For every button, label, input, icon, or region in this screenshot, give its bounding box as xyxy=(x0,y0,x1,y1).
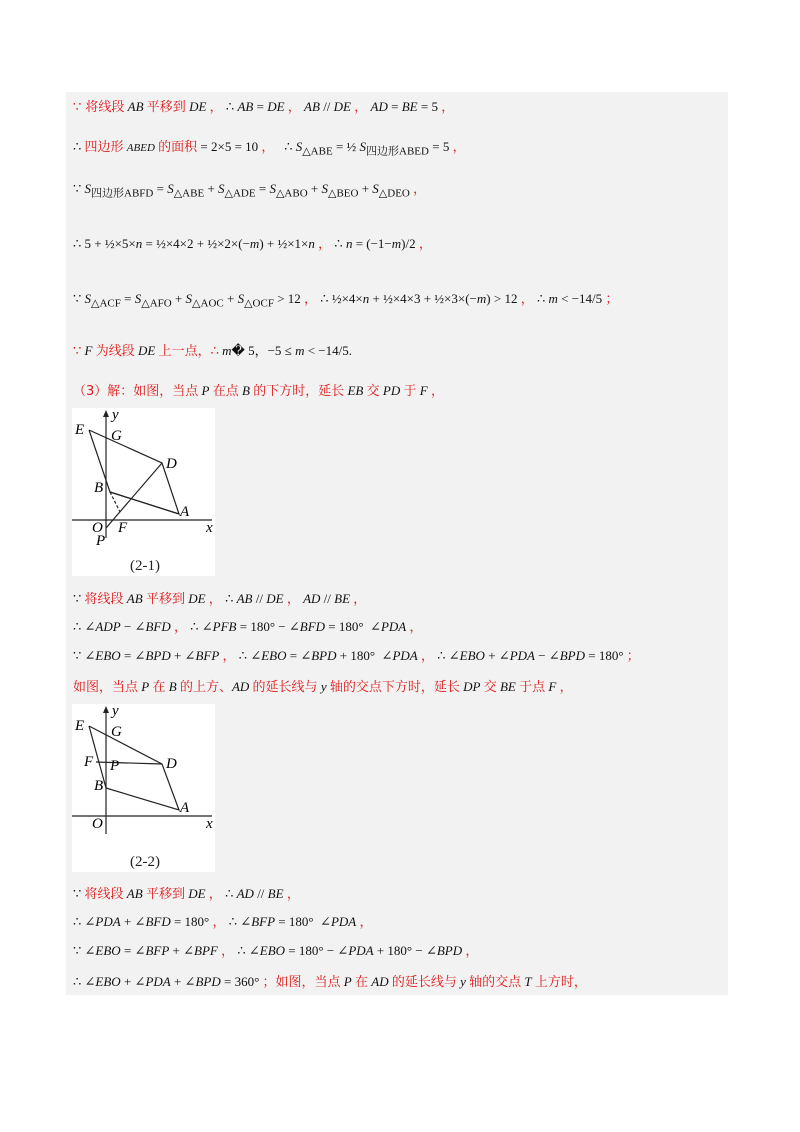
fig2-label-P: P xyxy=(110,758,120,774)
fig2-caption: (2-2) xyxy=(130,854,160,870)
fig1-label-E: E xyxy=(75,422,85,438)
line-10: ∵ ∠EBO = ∠BPD + ∠BFP ， ∴ ∠EBO = ∠BPD + 180° ∠PDA ， ∴ ∠EBO + ∠PDA − ∠BPD = 180° ； xyxy=(73,648,640,664)
line-4: ∴ 5 + ½×5×n = ½×4×2 + ½×2×(−m) + ½×1×n ， ∴ n = (−1−m)/2 ， xyxy=(73,236,432,252)
line-8: ∵ 将线段 AB 平移到 DE ， ∴ AB // DE ， AD // BE ， xyxy=(73,591,367,607)
fig1-label-O: O xyxy=(92,520,103,536)
fig1-label-A: A xyxy=(180,504,190,520)
fig1-label-B: B xyxy=(94,480,104,496)
fig2-label-D: D xyxy=(166,756,177,772)
fig1-label-D: D xyxy=(166,456,177,472)
fig2-label-x: x xyxy=(206,816,213,832)
fig2-label-y: y xyxy=(112,704,119,719)
line-7: （3）解：如图，当点 P 在点 B 的下方时，延长 EB 交 PD 于 F ， xyxy=(73,383,444,399)
line-6: ∵ F 为线段 DE 上一点，∴ m� 5，−5 ≤ m < −14/5. xyxy=(73,343,352,359)
fig1-label-x: x xyxy=(206,520,213,536)
fig2-label-E: E xyxy=(75,718,85,734)
fig1-caption: (2-1) xyxy=(130,558,160,574)
fig1-label-P: P xyxy=(96,533,106,549)
line-13: ∴ ∠PDA + ∠BFD = 180° ， ∴ ∠BFP = 180° ∠PDA ， xyxy=(73,914,373,930)
fig2-label-G: G xyxy=(111,724,122,740)
fig2-label-B: B xyxy=(94,778,104,794)
fig2-label-O: O xyxy=(92,816,103,832)
figure-2-1 xyxy=(72,408,215,576)
fig1-label-G: G xyxy=(111,428,122,444)
line-12: ∵ 将线段 AB 平移到 DE ， ∴ AD // BE ， xyxy=(73,886,300,902)
line-11: 如图，当点 P 在 B 的上方、AD 的延长线与 y 轴的交点下方时，延长 DP 交 BE 于点 F ， xyxy=(73,679,573,695)
fig1-label-y: y xyxy=(112,408,119,423)
fig2-label-F: F xyxy=(84,754,94,770)
line-14: ∵ ∠EBO = ∠BFP + ∠BPF ， ∴ ∠EBO = 180° − ∠PDA + 180° − ∠BPD ， xyxy=(73,943,479,959)
fig2-label-A: A xyxy=(180,800,190,816)
line-15: ∴ ∠EBO + ∠PDA + ∠BPD = 360° ；如图，当点 P 在 AD 的延长线与 y 轴的交点 T 上方时， xyxy=(73,974,587,990)
line-5: ∵ $S_{\triangle ACF} = S_{\triangle AFO} + S_{\triangle AOC} + S_{\triangle OCF} > 12$ ， ∴ ½×4×n + ½×4×3 + ½×3×(−m) > 12 ， ∴ m < −14/5 ； xyxy=(73,291,619,310)
fig1-label-F: F xyxy=(118,520,128,536)
line-1: ∵ 将线段 AB 平移到 DE ， ∴ AB = DE ， AB // DE ， AD = BE = 5 ， xyxy=(73,99,455,115)
figure-2-2 xyxy=(72,704,215,872)
line-3: ∵ $S_{四边形ABFD} = S_{\triangle ABE} + S_{\triangle ADE} = S_{\triangle ABO} + S_{\triangle BEO} + S_{\triangle DEO}$ ， xyxy=(73,181,427,200)
line-9: ∴ ∠ADP − ∠BFD ， ∴ ∠PFB = 180° − ∠BFD = 180° ∠PDA ， xyxy=(73,619,423,635)
line-2: ∴ 四边形 ABED 的面积 = 2×5 = 10 ， ∴ $S_{\triangle ABE}$ = ½ $S_{四边形ABED} = 5$ ， xyxy=(73,139,466,158)
